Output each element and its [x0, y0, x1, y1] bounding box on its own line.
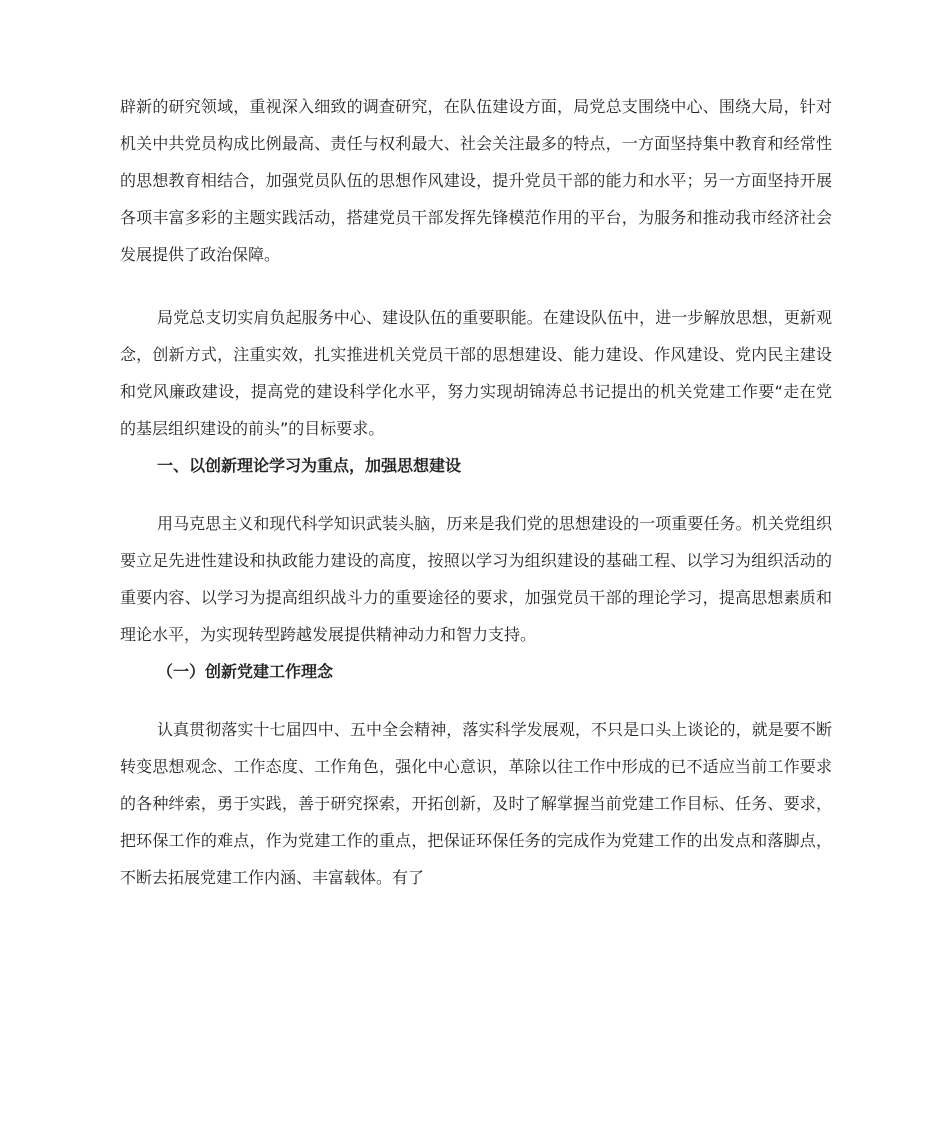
- paragraph-1: 辟新的研究领域，重视深入细致的调查研究，在队伍建设方面，局党总支围绕中心、围绕大局，针对机关中共党员构成比例最高、责任与权利最大、社会关注最多的特点，一方面坚持集中教育和经常性的思想教育相结合，加强党员队伍的思想作风建设，提升党员干部的能力和水平；另一方面坚持开展各项丰富多彩的主题实践活动，搭建党员干部发挥先锋模范作用的平台，为服务和推动我市经济社会发展提供了政治保障。: [120, 97, 832, 264]
- paragraph-2: 局党总支切实肩负起服务中心、建设队伍的重要职能。在建设队伍中，进一步解放思想，更新观念，创新方式，注重实效，扎实推进机关党员干部的思想建设、能力建设、作风建设、党内民主建设和党风廉政建设，提高党的建设科学化水平，努力实现胡锦涛总书记提出的机关党建工作要“走在党的基层组织建设的前头”的目标要求。: [120, 308, 832, 438]
- subsection-heading-1: （一）创新党建工作理念: [157, 662, 334, 681]
- section-heading-1: 一、以创新理论学习为重点，加强思想建设: [157, 456, 462, 475]
- paragraph-3: 用马克思主义和现代科学知识武装头脑，历来是我们党的思想建设的一项重要任务。机关党组织要立足先进性建设和执政能力建设的高度，按照以学习为组织建设的基础工程、以学习为组织活动的重要内容、以学习为提高组织战斗力的重要途径的要求，加强党员干部的理论学习，提高思想素质和理论水平，为实现转型跨越发展提供精神动力和智力支持。: [120, 514, 832, 644]
- document-body: [120, 88, 832, 896]
- paragraph-4: 认真贯彻落实十七届四中、五中全会精神，落实科学发展观，不只是口头上谈论的，就是要不断转变思想观念、工作态度、工作角色，强化中心意识，革除以往工作中形成的已不适应当前工作要求的各种绊索，勇于实践，善于研究探索，开拓创新，及时了解掌握当前党建工作目标、任务、要求，把环保工作的难点，作为党建工作的重点，把保证环保任务的完成作为党建工作的出发点和落脚点，不断去拓展党建工作内涵、丰富载体。有了: [120, 720, 832, 887]
